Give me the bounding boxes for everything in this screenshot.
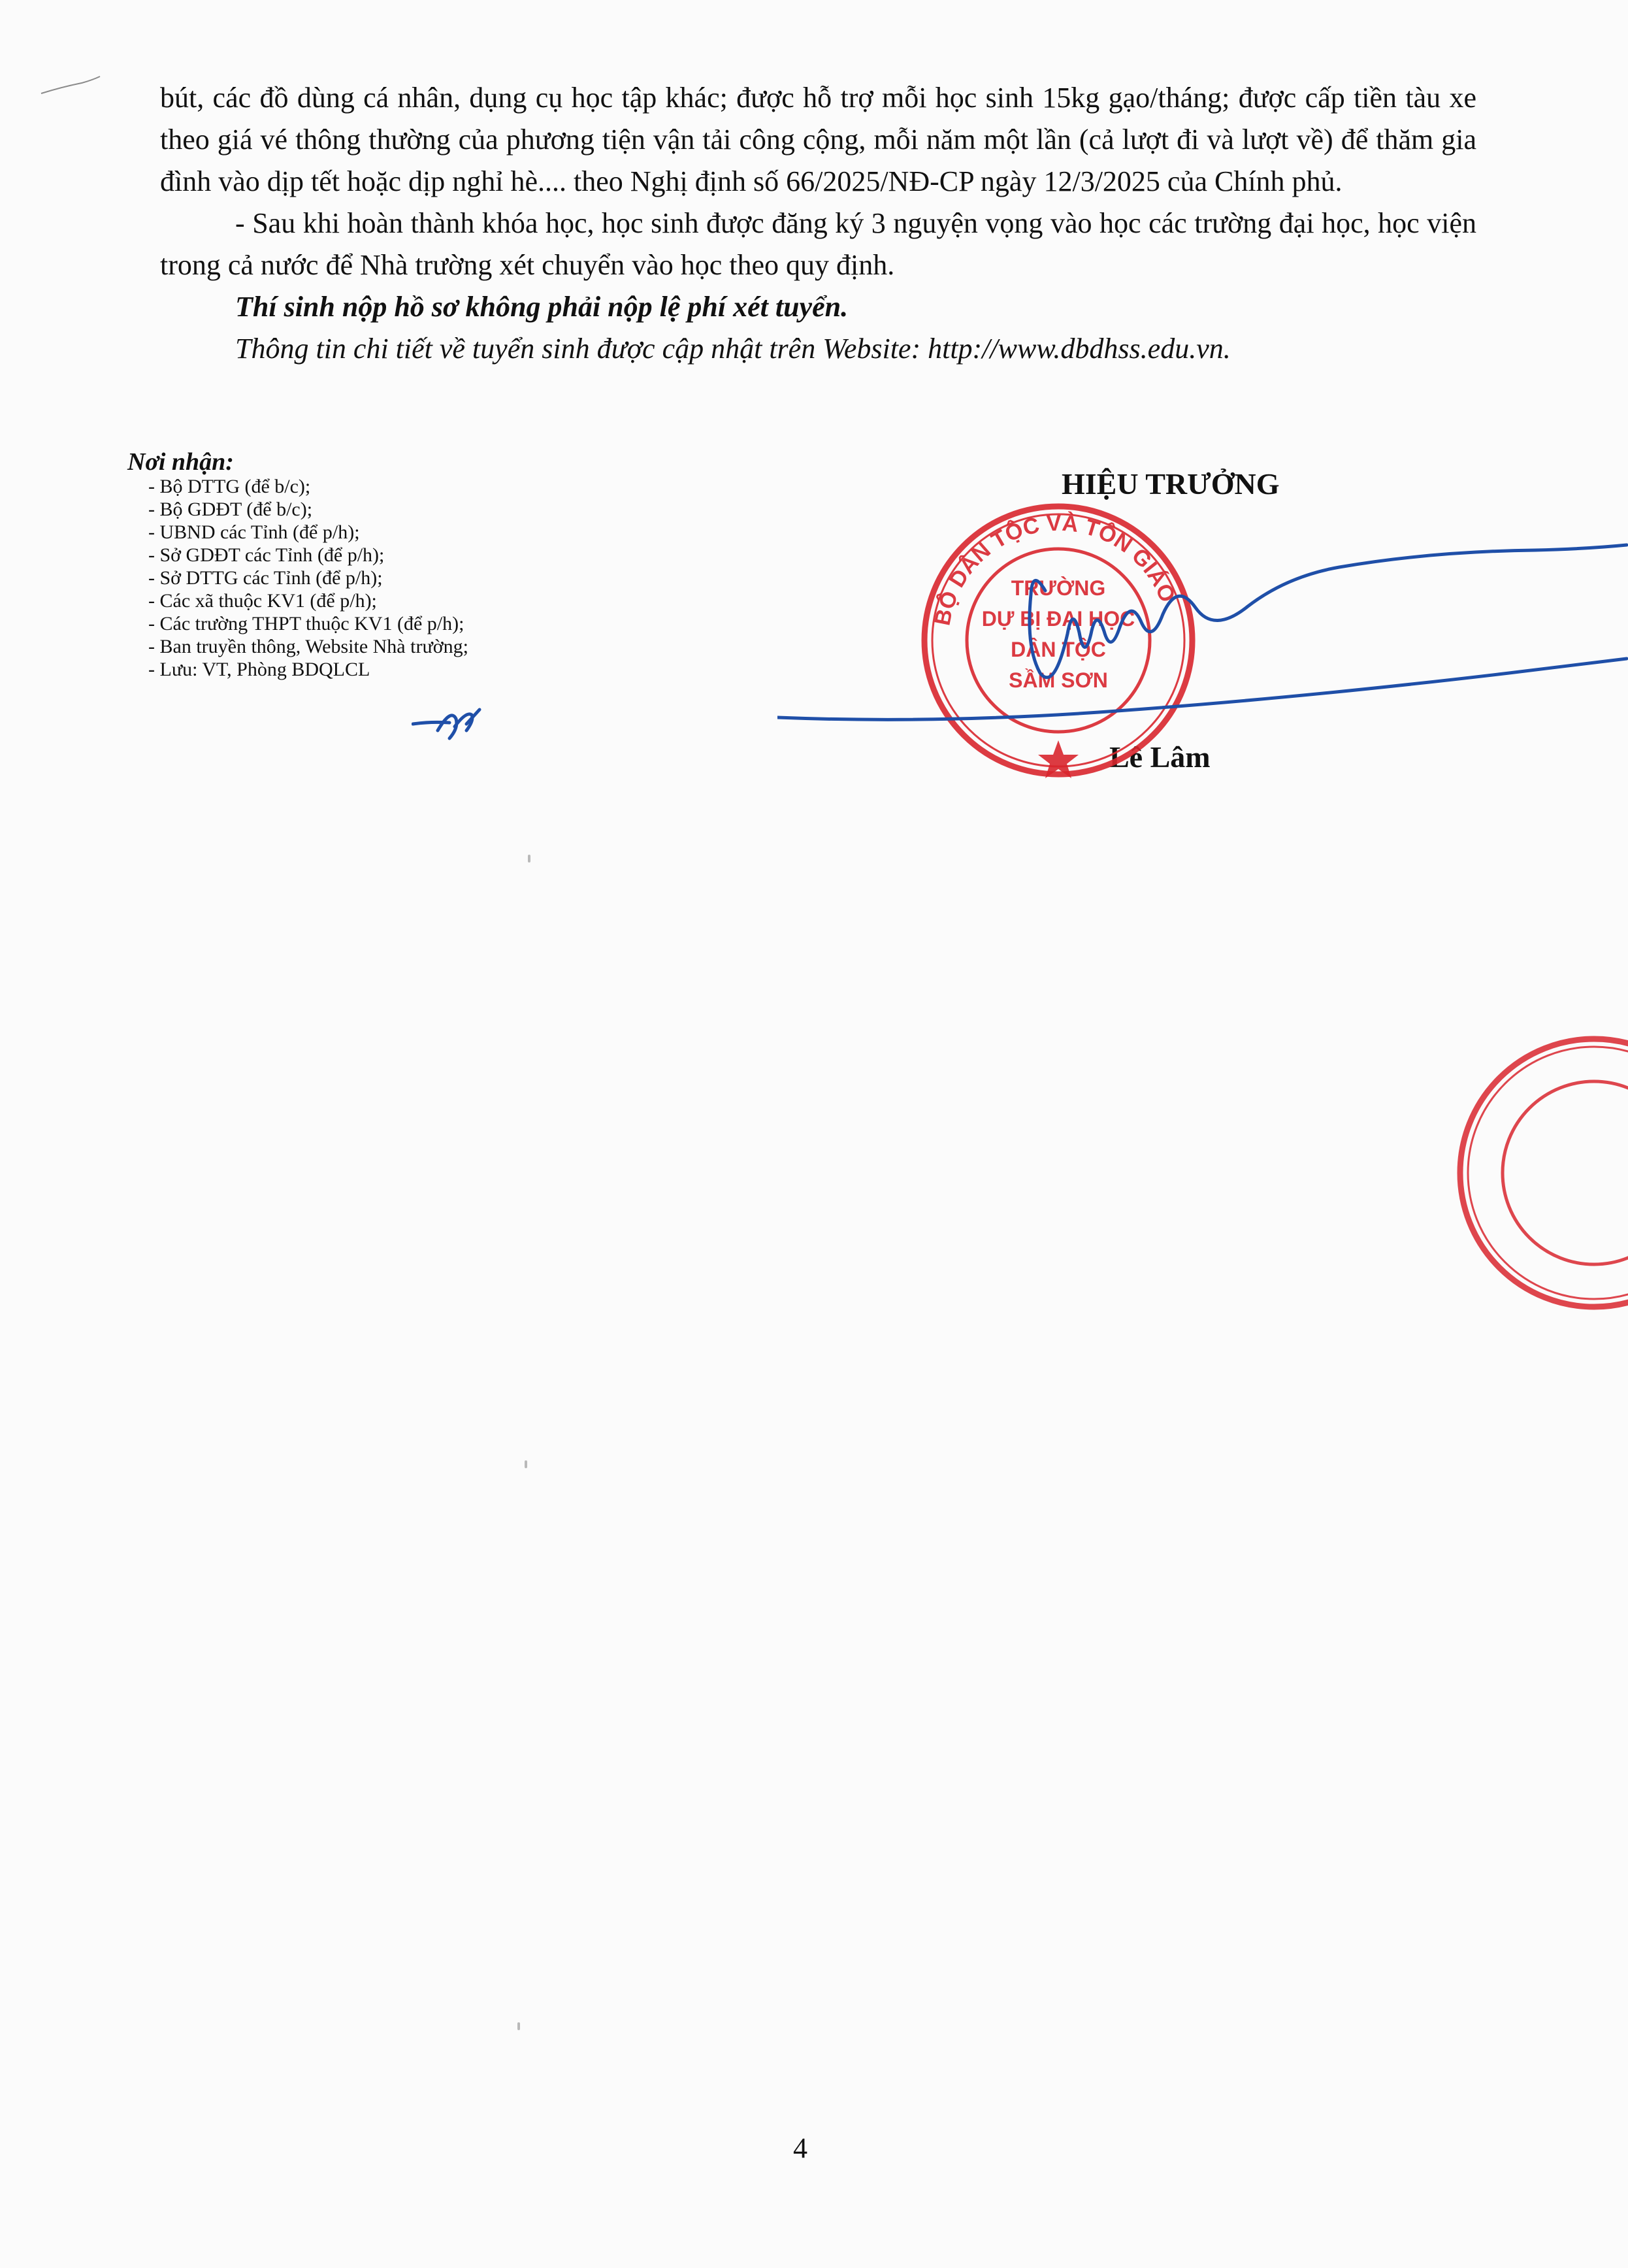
paragraph-website: Thông tin chi tiết về tuyển sinh được cập nhật trên Website: http://www.dbdhss.edu.vn. <box>235 333 1231 365</box>
scan-speck <box>528 855 530 863</box>
recipient-item: - Sở DTTG các Tỉnh (để p/h); <box>148 567 383 589</box>
partial-stamp <box>1454 1032 1628 1313</box>
paragraph-after-course: - Sau khi hoàn thành khóa học, học sinh được đăng ký 3 nguyện vọng vào học các trường đại học, học viện trong cả nước để Nhà trường xét chuyển vào học theo quy định. <box>160 207 1476 281</box>
paragraph-benefits: bút, các đồ dùng cá nhân, dụng cụ học tập khác; được hỗ trợ mỗi học sinh 15kg gạo/tháng; được cấp tiền tàu xe theo giá vé thông thường của phương tiện vận tải công cộng, mỗi năm một lần (cả lượt đi và lượt về) để thăm gia đình vào dịp tết hoặc dịp nghỉ hè.... theo Nghị định số 66/2025/NĐ-CP ngày 12/3/2025 của Chính phủ. <box>160 82 1476 197</box>
stamp-line: DỰ BỊ ĐẠI HỌC <box>981 607 1135 631</box>
scan-speck <box>525 1460 527 1468</box>
stamp-ring-text: BỘ DÂN TỘC VÀ TÔN GIÁO <box>930 510 1180 628</box>
page-number: 4 <box>793 2132 807 2164</box>
recipient-item: - Bộ GDĐT (để b/c); <box>148 499 313 520</box>
stamp-line: DÂN TỘC <box>1011 638 1106 661</box>
signer-title: HIỆU TRƯỞNG <box>1062 467 1280 501</box>
recipients-title: Nơi nhận: <box>127 448 234 476</box>
recipient-item: - Sở GDĐT các Tỉnh (để p/h); <box>148 544 385 566</box>
recipient-item: - Bộ DTTG (để b/c); <box>148 476 311 497</box>
recipient-item: - Ban truyền thông, Website Nhà trường; <box>148 636 468 657</box>
scan-mark <box>36 69 108 101</box>
recipient-item: - Lưu: VT, Phòng BDQLCL <box>148 659 370 680</box>
scan-speck <box>517 2022 520 2030</box>
handwritten-signature <box>777 536 1628 745</box>
signer-name: Lê Lâm <box>1109 740 1211 774</box>
recipient-item: - Các xã thuộc KV1 (để p/h); <box>148 590 377 612</box>
body-text <box>160 77 1476 370</box>
stamp-line: TRƯỜNG <box>1011 576 1106 600</box>
stamp-line: SẦM SƠN <box>1009 668 1108 692</box>
initial-signature <box>412 704 483 744</box>
recipients-list <box>127 475 715 681</box>
recipient-item: - UBND các Tỉnh (để p/h); <box>148 521 360 543</box>
recipient-item: - Các trường THPT thuộc KV1 (để p/h); <box>148 613 464 634</box>
paragraph-no-fee: Thí sinh nộp hồ sơ không phải nộp lệ phí xét tuyển. <box>235 291 849 323</box>
recipients-block <box>127 448 715 681</box>
